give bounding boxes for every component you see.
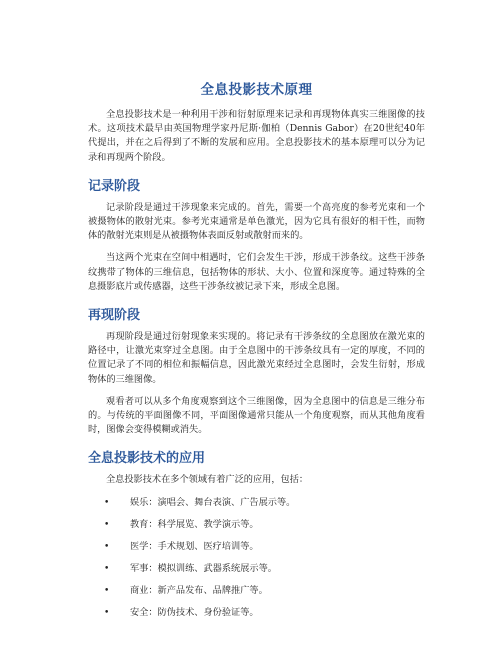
- list-item-text: 商业：新产品发布、品牌推广等。: [130, 584, 268, 596]
- bullet-icon: •: [104, 585, 110, 596]
- intro-paragraph: 全息投影技术是一种利用干涉和衍射原理来记录和再现物体真实三维图像的技术。这项技术最早由英国物理学家丹尼斯·伽柏（Dennis Gabor）在20世纪40年代提出，并在之后得到了不断的发展和应用。全息投影技术的基本原理可以分为记录和再现两个阶段。: [88, 109, 425, 163]
- applications-intro: 全息投影技术在多个领域有着广泛的应用，包括：: [106, 474, 309, 486]
- recording-paragraph-2: 当这两个光束在空间中相遇时，它们会发生干涉，形成干涉条纹。这些干涉条纹携带了物体的三维信息，包括物体的形状、大小、位置和深度等。通过特殊的全息摄影底片或传感器，这些干涉条纹被记录下来，形成全息图。: [88, 252, 425, 292]
- section-heading-applications: 全息投影技术的应用: [88, 451, 206, 467]
- list-item: [88, 562, 425, 576]
- list-item: [88, 584, 425, 598]
- reconstruction-paragraph-2: 观看者可以从多个角度观察到这个三维图像，因为全息图中的信息是三维分布的。与传统的平面图像不同，平面图像通常只能从一个角度观察，而从其他角度看时，图像会变得模糊或消失。: [88, 395, 425, 436]
- bullet-icon: •: [104, 519, 110, 530]
- list-item-text: 医学：手术规划、医疗培训等。: [130, 540, 259, 552]
- section-heading-reconstruction: 再现阶段: [88, 308, 141, 324]
- reconstruction-paragraph-1: 再现阶段是通过衍射现象来实现的。将记录有干涉条纹的全息图放在激光束的路径中，让激光束穿过全息图。由于全息图中的干涉条纹具有一定的厚度，不同的位置记录了不同的相位和振幅信息，因此激光束经过全息图时，会发生衍射，形成物体的三维图像。: [88, 331, 425, 385]
- applications-list: [88, 496, 425, 620]
- list-item: [88, 496, 425, 510]
- list-item: [88, 540, 425, 554]
- bullet-icon: •: [104, 541, 110, 552]
- bullet-icon: •: [104, 497, 110, 508]
- bullet-icon: •: [104, 607, 110, 618]
- list-item-text: 娱乐：演唱会、舞台表演、广告展示等。: [130, 496, 296, 508]
- list-item: [88, 518, 425, 532]
- list-item-text: 教育：科学展览、教学演示等。: [130, 518, 259, 530]
- list-item-text: 安全：防伪技术、身份验证等。: [130, 606, 259, 618]
- list-item: [88, 606, 425, 620]
- page-title: 全息投影技术原理: [200, 82, 313, 98]
- recording-paragraph-1: 记录阶段是通过干涉现象来完成的。首先，需要一个高亮度的参考光束和一个被摄物体的散射光束。参考光束通常是单色激光，因为它具有很好的相干性，而物体的散射光束则是从被摄物体表面反射或散射而来的。: [88, 201, 425, 242]
- list-item-text: 军事：模拟训练、武器系统展示等。: [130, 562, 277, 574]
- section-heading-recording: 记录阶段: [88, 178, 141, 194]
- bullet-icon: •: [104, 563, 110, 574]
